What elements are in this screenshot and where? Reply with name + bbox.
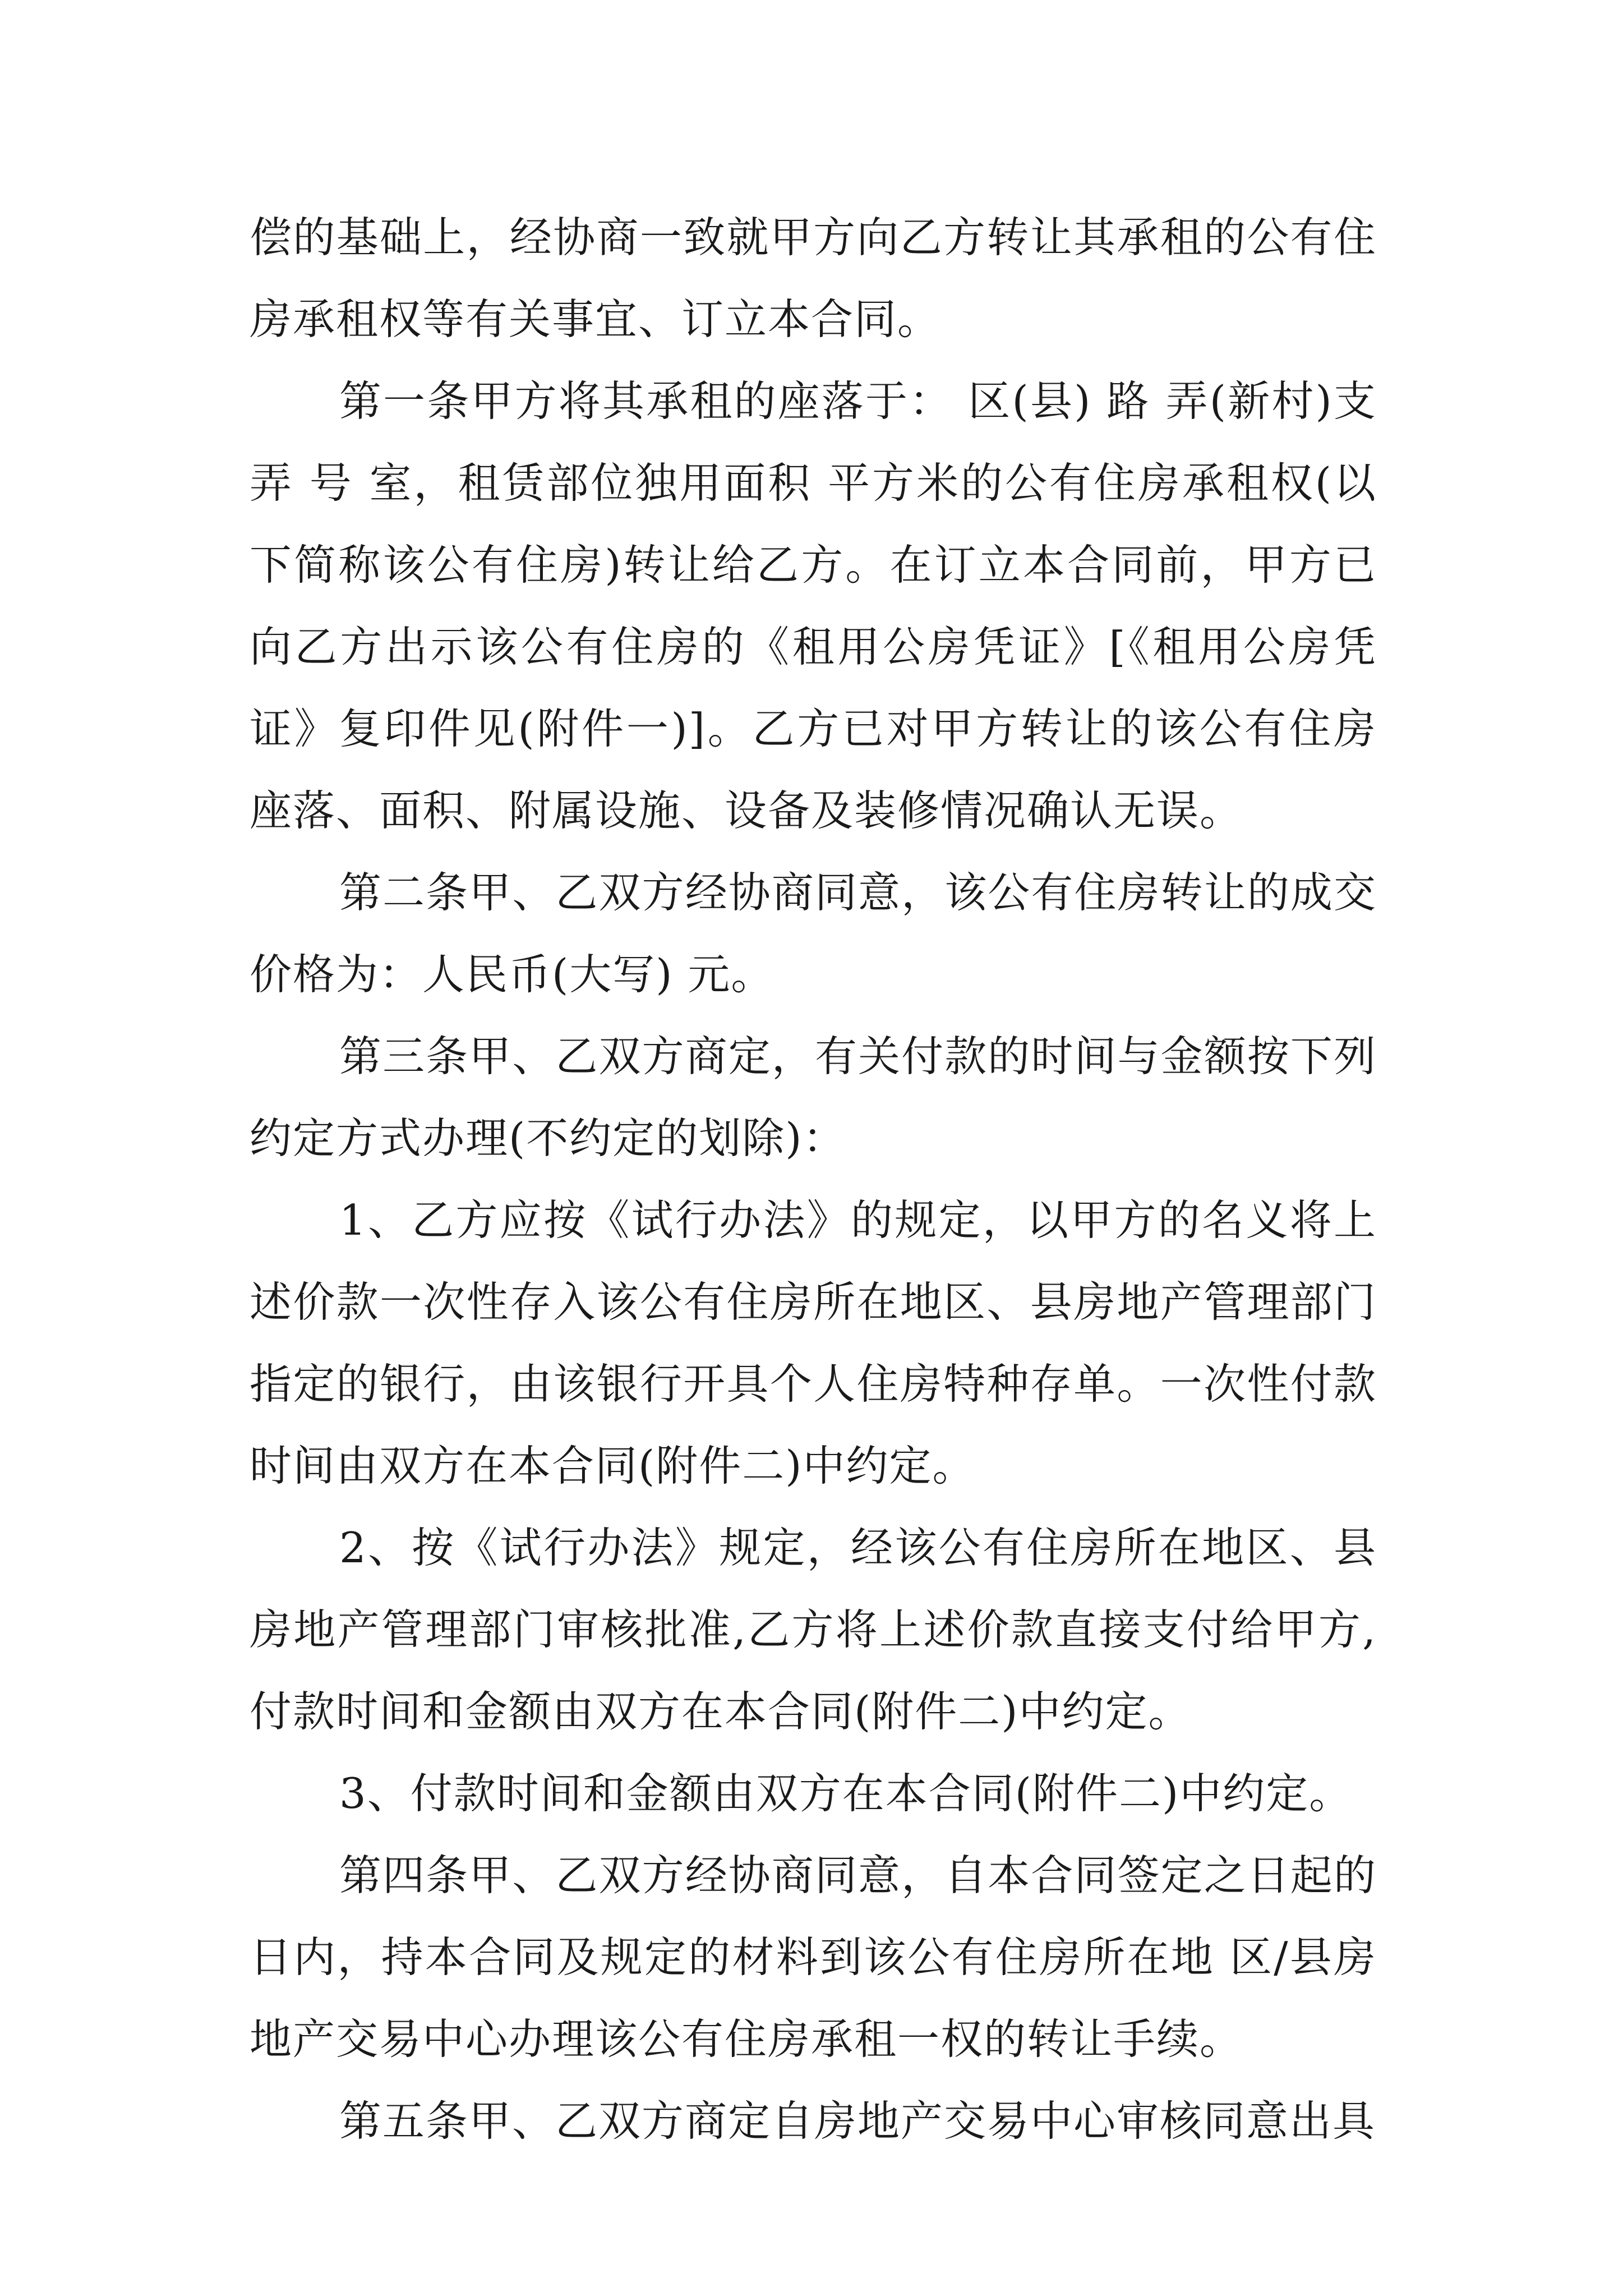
paragraph-article-1: 第一条甲方将其承租的座落于： 区(县) 路 弄(新村)支弄 号 室，租赁部位独用面积 平方米的公有住房承租权(以下简称该公有住房)转让给乙方。在订立本合同前，甲方已向乙方出示该公有住房的《租用公房凭证》[《租用公房凭证》复印件见(附件一)]。乙方已对甲方转让的该公有住房座落、面积、附属设施、设备及装修情况确认无误。 <box>250 376 1377 835</box>
paragraph-article-2: 第二条甲、乙双方经协商同意，该公有住房转让的成交价格为：人民币(大写) 元。 <box>250 868 1377 999</box>
paragraph-item-2: 2、按《试行办法》规定，经该公有住房所在地区、县房地产管理部门审核批准,乙方将上述价款直接支付给甲方,付款时间和金额由双方在本合同(附件二)中约定。 <box>250 1523 1377 1736</box>
paragraph-item-3: 3、付款时间和金额由双方在本合同(附件二)中约定。 <box>339 1769 1353 1818</box>
paragraph-article-4: 第四条甲、乙双方经协商同意，自本合同签定之日起的日内，持本合同及规定的材料到该公有住房所在地 区/县房地产交易中心办理该公有住房承租一权的转让手续。 <box>250 1851 1377 2064</box>
paragraph-continuation: 偿的基础上，经协商一致就甲方向乙方转让其承租的公有住房承租权等有关事宜、订立本合同。 <box>250 213 1377 344</box>
paragraph-article-5: 第五条甲、乙双方商定自房地产交易中心审核同意出具 <box>339 2096 1376 2146</box>
paragraph-item-1: 1、乙方应按《试行办法》的规定，以甲方的名义将上述价款一次性存入该公有住房所在地区、县房地产管理部门指定的银行，由该银行开具个人住房特种存单。一次性付款时间由双方在本合同(附件二)中约定。 <box>250 1195 1377 1490</box>
paragraph-article-3: 第三条甲、乙双方商定，有关付款的时间与金额按下列约定方式办理(不约定的划除)： <box>250 1032 1377 1163</box>
contract-body <box>250 196 1377 2162</box>
